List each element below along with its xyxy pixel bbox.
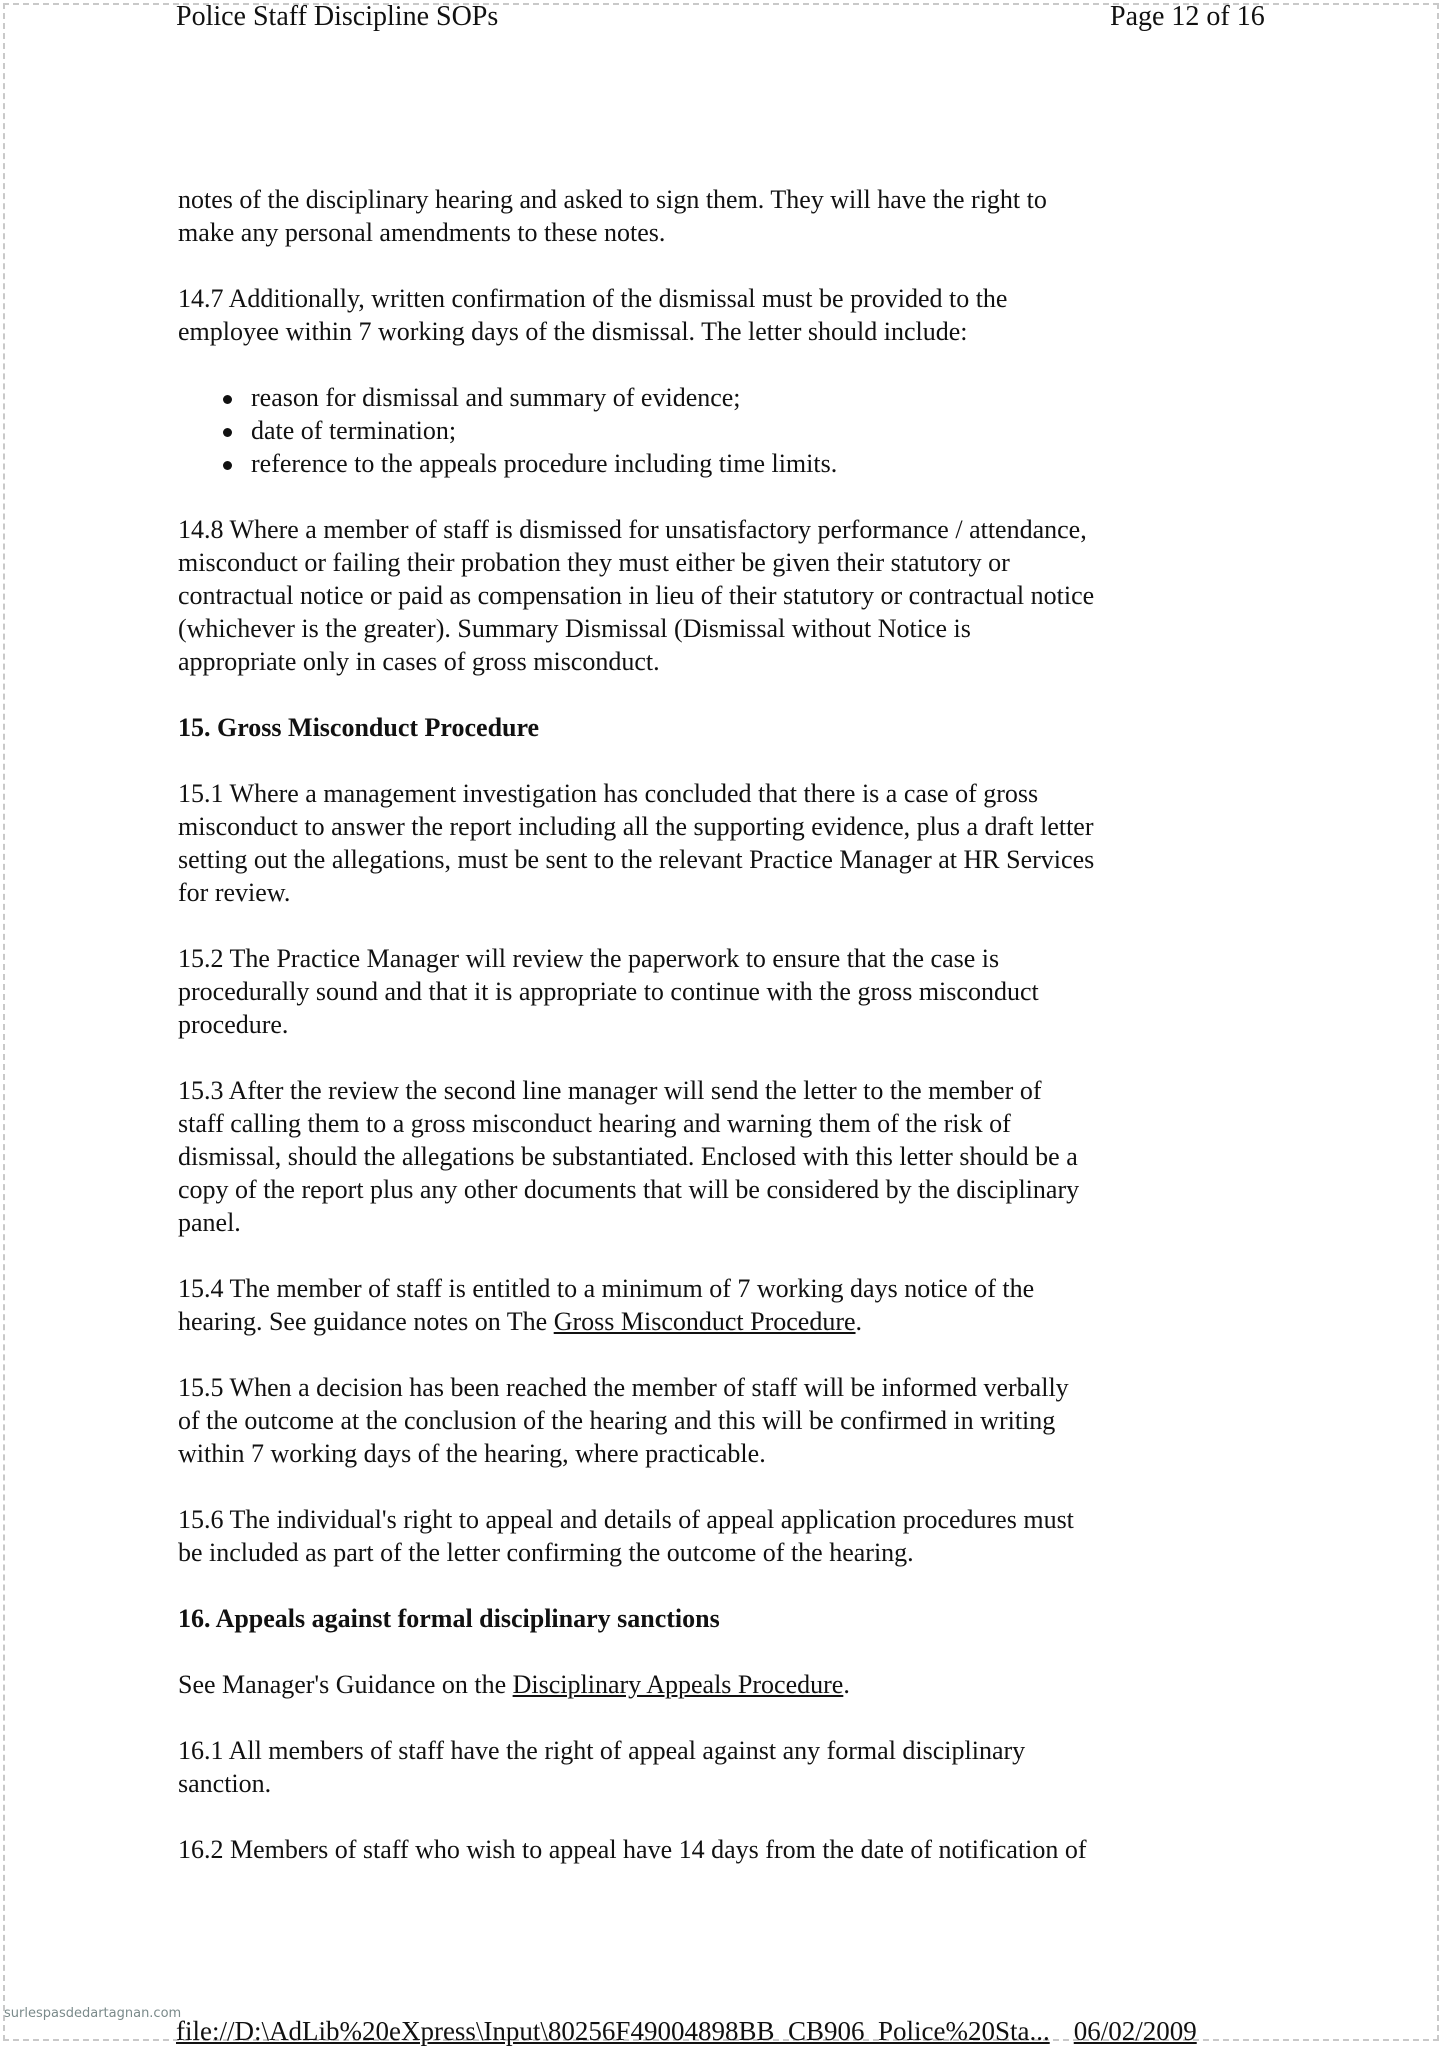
bullet-icon xyxy=(223,428,232,437)
section-heading-15: 15. Gross Misconduct Procedure xyxy=(178,713,540,742)
list-item-text: reference to the appeals procedure including time limits. xyxy=(251,449,838,478)
text-line: within 7 working days of the hearing, where practicable. xyxy=(178,1439,766,1468)
text-line: panel. xyxy=(178,1208,241,1237)
text-line: sanction. xyxy=(178,1769,272,1798)
text-line: 15.1 Where a management investigation has concluded that there is a case of gross xyxy=(178,779,1039,808)
paragraph-continuation xyxy=(178,183,1268,249)
text-line: 15.2 The Practice Manager will review the paperwork to ensure that the case is xyxy=(178,944,1000,973)
text-line: be included as part of the letter confirming the outcome of the hearing. xyxy=(178,1538,914,1567)
footer-file-path: file://D:\AdLib%20eXpress\Input\80256F49004898BB_CB906_Police%20Sta... xyxy=(176,2016,1050,2046)
text-segment: . xyxy=(855,1307,863,1336)
paragraph-15-1 xyxy=(178,777,1268,909)
paragraph-15-5 xyxy=(178,1371,1268,1470)
paragraph-15-2 xyxy=(178,942,1268,1041)
list-item-text: date of termination; xyxy=(251,416,457,445)
disciplinary-appeals-procedure-link[interactable]: Disciplinary Appeals Procedure xyxy=(512,1670,844,1699)
paragraph-16-1 xyxy=(178,1734,1268,1800)
text-line: 15.3 After the review the second line manager will send the letter to the member of xyxy=(178,1076,1042,1105)
paragraph-16-2 xyxy=(178,1833,1268,1866)
text-line: of the outcome at the conclusion of the hearing and this will be confirmed in writing xyxy=(178,1406,1056,1435)
text-line: contractual notice or paid as compensation in lieu of their statutory or contractual notice xyxy=(178,581,1095,610)
page-number: Page 12 of 16 xyxy=(1110,1,1265,32)
text-line: procedure. xyxy=(178,1010,289,1039)
text-segment: See Manager's Guidance on the xyxy=(178,1670,513,1699)
text-line: 16.2 Members of staff who wish to appeal have 14 days from the date of notification of xyxy=(178,1835,1087,1864)
list-item xyxy=(178,447,1268,480)
text-line: make any personal amendments to these notes. xyxy=(178,218,666,247)
paragraph-15-3 xyxy=(178,1074,1268,1239)
text-line: notes of the disciplinary hearing and asked to sign them. They will have the right to xyxy=(178,185,1047,214)
text-segment: hearing. See guidance notes on The xyxy=(178,1307,554,1336)
text-line: 14.7 Additionally, written confirmation of the dismissal must be provided to the xyxy=(178,284,1008,313)
paragraph-14-7 xyxy=(178,282,1268,348)
footer xyxy=(176,2014,1197,2048)
text-line: appropriate only in cases of gross misconduct. xyxy=(178,647,660,676)
bullet-icon xyxy=(223,461,232,470)
text-line: (whichever is the greater). Summary Dismissal (Dismissal without Notice is xyxy=(178,614,971,643)
section-heading-16: 16. Appeals against formal disciplinary sanctions xyxy=(178,1604,720,1633)
text-line xyxy=(178,1305,1268,1338)
text-line: 15.6 The individual's right to appeal and details of appeal application procedures must xyxy=(178,1505,1074,1534)
text-line: 14.8 Where a member of staff is dismissed for unsatisfactory performance / attendance, xyxy=(178,515,1087,544)
text-line: misconduct to answer the report including all the supporting evidence, plus a draft letter xyxy=(178,812,1094,841)
document-body xyxy=(178,183,1268,1899)
paragraph-14-8 xyxy=(178,513,1268,678)
paragraph-16-guidance xyxy=(178,1668,1268,1701)
text-line: copy of the report plus any other documents that will be considered by the disciplinary xyxy=(178,1175,1080,1204)
watermark-text: surlespasdedartagnan.com xyxy=(4,2006,182,2021)
text-line: 16.1 All members of staff have the right of appeal against any formal disciplinary xyxy=(178,1736,1026,1765)
text-line: procedurally sound and that it is appropriate to continue with the gross misconduct xyxy=(178,977,1039,1006)
text-line: 15.4 The member of staff is entitled to a minimum of 7 working days notice of the xyxy=(178,1274,1035,1303)
bullet-icon xyxy=(223,395,232,404)
gross-misconduct-procedure-link[interactable]: Gross Misconduct Procedure xyxy=(553,1307,856,1336)
text-line: employee within 7 working days of the dismissal. The letter should include: xyxy=(178,317,968,346)
text-segment: . xyxy=(843,1670,850,1699)
text-line: for review. xyxy=(178,878,291,907)
paragraph-15-6 xyxy=(178,1503,1268,1569)
text-line: setting out the allegations, must be sent to the relevant Practice Manager at HR Services xyxy=(178,845,1095,874)
text-line: staff calling them to a gross misconduct hearing and warning them of the risk of xyxy=(178,1109,1011,1138)
footer-date: 06/02/2009 xyxy=(1073,2016,1197,2046)
list-item xyxy=(178,414,1268,447)
text-line xyxy=(178,1668,1268,1701)
paragraph-15-4 xyxy=(178,1272,1268,1338)
document-title: Police Staff Discipline SOPs xyxy=(176,1,499,32)
text-line: 15.5 When a decision has been reached the member of staff will be informed verbally xyxy=(178,1373,1069,1402)
text-line: misconduct or failing their probation they must either be given their statutory or xyxy=(178,548,1010,577)
list-item xyxy=(178,381,1268,414)
text-line: dismissal, should the allegations be substantiated. Enclosed with this letter should be a xyxy=(178,1142,1078,1171)
list-item-text: reason for dismissal and summary of evidence; xyxy=(251,383,741,412)
bullet-list xyxy=(178,381,1268,480)
